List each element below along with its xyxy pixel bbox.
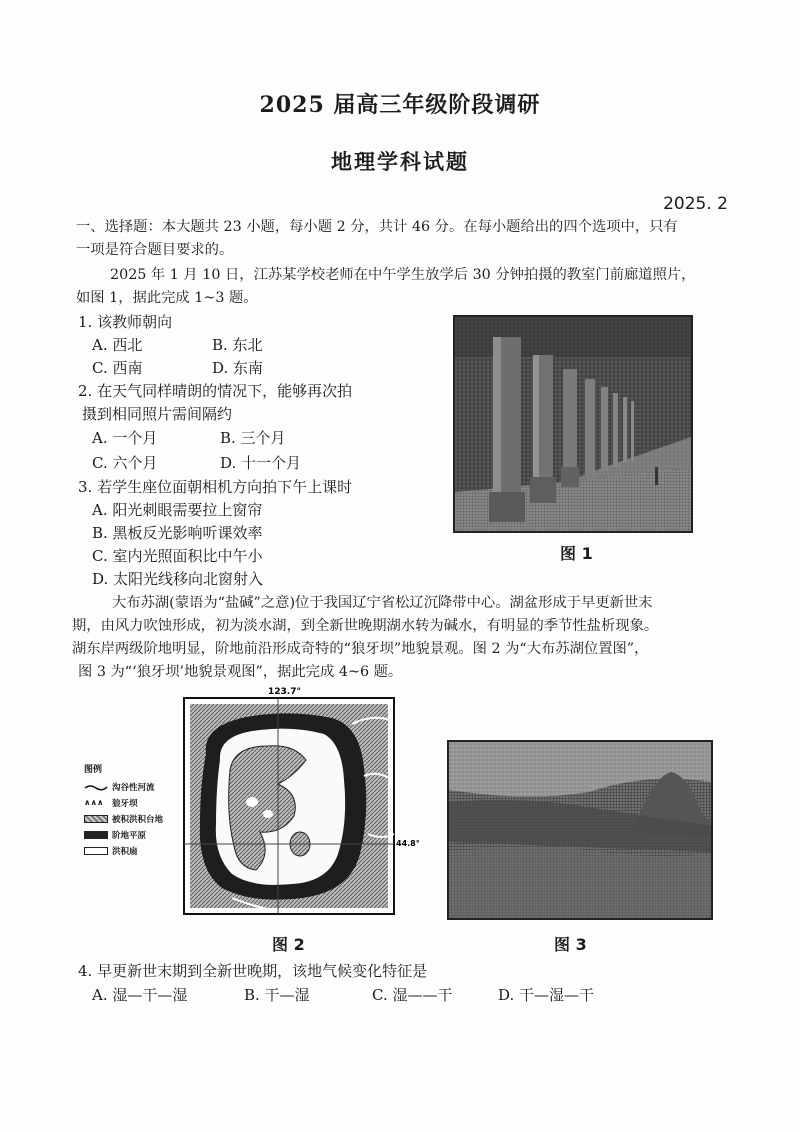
question-1-stem: 1. 该教师朝向 <box>78 313 173 331</box>
question-2-option-a: A. 一个月 <box>92 429 158 447</box>
exam-date: 2025. 2 <box>663 194 728 214</box>
alluvial-terrace-swatch-icon <box>84 815 108 823</box>
question-2-option-b: B. 三个月 <box>220 429 286 447</box>
question-4-option-b: B. 干—湿 <box>244 986 310 1004</box>
question-3-stem: 3. 若学生座位面朝相机方向拍下午上课时 <box>78 478 353 496</box>
legend-item-alluvial-terrace <box>84 811 184 827</box>
legend-label: 沟谷性河流 <box>112 783 155 793</box>
intro2-line-2: 期，由风力吹蚀形成，初为淡水湖，到全新世晚期湖水转为碱水，有明显的季节性盐析现象。 <box>72 618 659 634</box>
longitude-label: 123.7° <box>268 687 301 697</box>
question-3-option-c: C. 室内光照面积比中午小 <box>92 547 263 565</box>
question-4-option-c: C. 湿——干 <box>372 986 453 1004</box>
question-4-option-a: A. 湿—干—湿 <box>92 986 188 1004</box>
legend-title: 图例 <box>84 765 103 775</box>
wolf-tooth-symbol-icon: ∧∧∧ <box>84 798 104 807</box>
instructions-line-1: 一、选择题：本大题共 23 小题，每小题 2 分，共计 46 分。在每小题给出的四个选项中，只有 <box>76 219 678 235</box>
figure-3-caption: 图 3 <box>554 935 587 954</box>
legend-label: 被积洪积台地 <box>112 815 164 825</box>
intro2-line-1: 大布苏湖(蒙语为“盐碱”之意)位于我国辽宁省松辽沉降带中心。湖盆形成于早更新世末 <box>112 595 653 611</box>
figure-1-caption: 图 1 <box>560 544 593 563</box>
intro2-line-4: 图 3 为“‘狼牙坝’地貌景观图”，据此完成 4~6 题。 <box>78 664 403 680</box>
question-1-option-c: C. 西南 <box>92 359 143 377</box>
question-1-option-b: B. 东北 <box>212 336 263 354</box>
question-4-option-d: D. 干—湿—干 <box>498 986 595 1004</box>
question-2-option-c: C. 六个月 <box>92 454 158 472</box>
question-3-option-b: B. 黑板反光影响听课效率 <box>92 524 263 542</box>
legend-label: 洪积扇 <box>112 847 138 857</box>
legend-item-terrace-plain <box>84 827 184 843</box>
figure-2-map <box>182 684 420 916</box>
river-symbol-icon <box>84 783 108 791</box>
figure-2-legend <box>84 762 184 859</box>
legend-label: 阶地平原 <box>112 831 147 841</box>
legend-item-alluvial-fan <box>84 843 184 859</box>
figure-2-caption: 图 2 <box>272 935 305 954</box>
question-4-stem: 4. 早更新世末期到全新世晚期，该地气候变化特征是 <box>78 962 428 980</box>
landscape-illustration <box>449 742 711 918</box>
question-2-option-d: D. 十一个月 <box>220 454 302 472</box>
question-3-option-a: A. 阳光刺眼需要拉上窗帘 <box>92 501 263 519</box>
intro1-line-2: 如图 1，据此完成 1~3 题。 <box>76 290 258 306</box>
question-1-option-d: D. 东南 <box>212 359 264 377</box>
question-2-stem-line-1: 2. 在天气同样晴朗的情况下，能够再次拍 <box>78 382 353 400</box>
lake-location-map <box>182 684 420 916</box>
terrace-plain-swatch-icon <box>84 831 108 839</box>
legend-item-river <box>84 779 184 795</box>
intro2-line-3: 湖东岸两级阶地明显，阶地前沿形成奇特的“狼牙坝”地貌景观。图 2 为“大布苏湖位置图”， <box>72 641 649 657</box>
exam-subtitle: 地理学科试题 <box>331 149 469 174</box>
question-1-option-a: A. 西北 <box>92 336 143 354</box>
alluvial-fan-swatch-icon <box>84 847 108 855</box>
intro1-line-1: 2025 年 1 月 10 日，江苏某学校老师在中午学生放学后 30 分钟拍摄的教室门前廊道照片， <box>110 267 696 283</box>
question-3-option-d: D. 太阳光线移向北窗射入 <box>92 570 264 588</box>
exam-title: 2025 届高三年级阶段调研 <box>259 92 541 118</box>
instructions-line-2: 一项是符合题目要求的。 <box>76 242 234 258</box>
legend-label: 狼牙坝 <box>112 799 138 809</box>
figure-3-landscape-photo <box>447 740 713 920</box>
corridor-illustration <box>455 317 691 531</box>
legend-item-wolf-tooth-dam <box>84 795 184 811</box>
question-2-stem-line-2: 摄到相同照片需间隔约 <box>82 405 233 423</box>
latitude-label: 44.8° <box>396 839 420 848</box>
figure-1-corridor-photo <box>453 315 693 533</box>
